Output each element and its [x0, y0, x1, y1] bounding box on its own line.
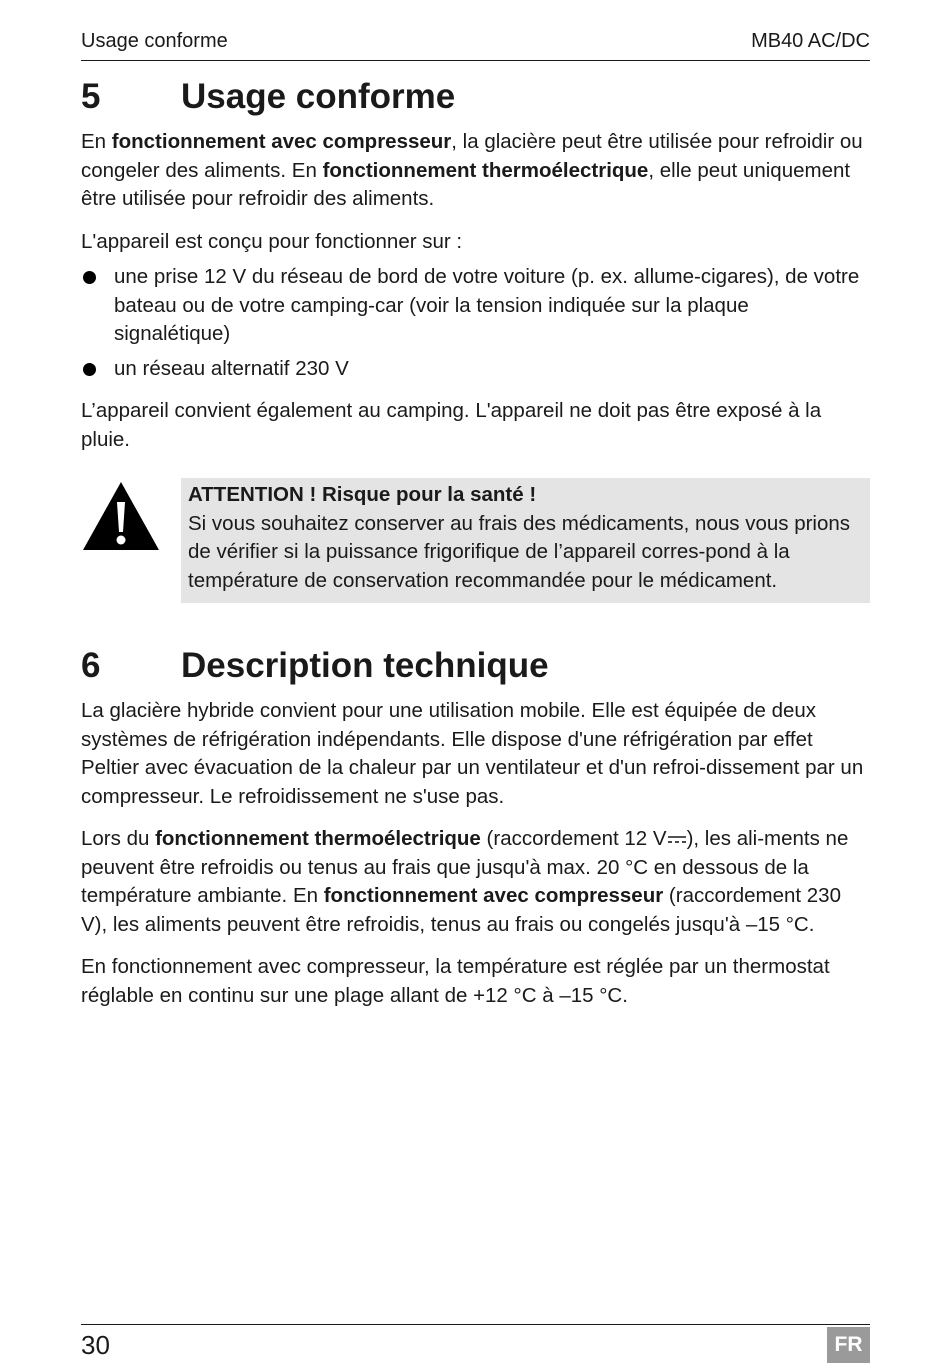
section-6-paragraph-1: La glacière hybride convient pour une utilisation mobile. Elle est équipée de deux systèmes de réfrigération indépendants. Elle dispose d'une réfrigération par effet Peltier avec évacuation de la chaleur par un ventilateur et d'un refroi-dissement par un compresseur. Le refroidissement ne s'use pas. — [81, 699, 864, 808]
bold-thermoelectric-mode: fonctionnement thermoélectrique — [322, 158, 649, 182]
warning-text: Si vous souhaitez conserver au frais des médicaments, nous vous prions de vérifier si la puissance frigorifique de l’appareil corres-pond à la température de conservation recommandée pour le médicament. — [188, 511, 851, 592]
section-6-paragraph-2: Lors du fonctionnement thermoélectrique (raccordement 12 V ), les ali-ments ne peuvent être refroidis ou tenus au frais que jusqu'à max. 20 °C en dessous de la température ambiante. En fonctionnement avec compresseur (raccordement 230 V), les aliments peuvent être refroidis, tenus au frais ou congelés jusqu'à –15 °C. — [81, 827, 849, 936]
section-6-paragraph-3: En fonctionnement avec compresseur, la température est réglée par un thermostat réglable en continu sur une plage allant de +12 °C à –15 °C. — [81, 955, 830, 1007]
section-6-number: 6 — [81, 646, 101, 685]
header-model: MB40 AC/DC — [751, 30, 870, 52]
header-section-title: Usage conforme — [81, 30, 228, 52]
page-number: 30 — [81, 1330, 110, 1360]
page-header — [81, 28, 870, 61]
section-5-paragraph-2: L'appareil est conçu pour fonctionner sur : — [81, 229, 463, 253]
language-badge: FR — [827, 1327, 870, 1363]
section-5-number: 5 — [81, 77, 101, 116]
section-5-paragraph-1: En fonctionnement avec compresseur, la glacière peut être utilisée pour refroidir ou congeler des aliments. En fonctionnement thermoélectrique, elle peut uniquement être utilisée pour refroidir des aliments. — [81, 130, 863, 210]
page-content — [81, 74, 870, 1010]
warning-triangle-icon — [81, 478, 181, 557]
bold-compressor-mode: fonctionnement avec compresseur — [111, 130, 452, 153]
bullet-icon — [83, 271, 96, 284]
footer-divider — [81, 1324, 870, 1325]
section-6-title: Description technique — [181, 646, 549, 685]
list-item: un réseau alternatif 230 V — [81, 355, 870, 384]
bold-compressor-mode: fonctionnement avec compresseur — [323, 884, 664, 907]
warning-box — [181, 478, 870, 603]
power-source-list — [81, 263, 870, 383]
section-5-title: Usage conforme — [181, 77, 456, 116]
section-5-paragraph-3: L’appareil convient également au camping. L'appareil ne doit pas être exposé à la pluie. — [81, 399, 822, 451]
health-warning — [81, 478, 870, 603]
bullet-icon — [83, 363, 96, 376]
warning-title: ATTENTION ! Risque pour la santé ! — [188, 483, 537, 506]
section-5-heading — [81, 74, 870, 120]
list-item: une prise 12 V du réseau de bord de votre voiture (p. ex. allume-cigares), de votre bateau ou de votre camping-car (voir la tension indiquée sur la plaque signalétique) — [81, 263, 870, 349]
bold-thermoelectric-mode: fonctionnement thermoélectrique — [155, 827, 481, 850]
section-6-heading — [81, 643, 870, 689]
dc-current-icon — [667, 834, 687, 846]
